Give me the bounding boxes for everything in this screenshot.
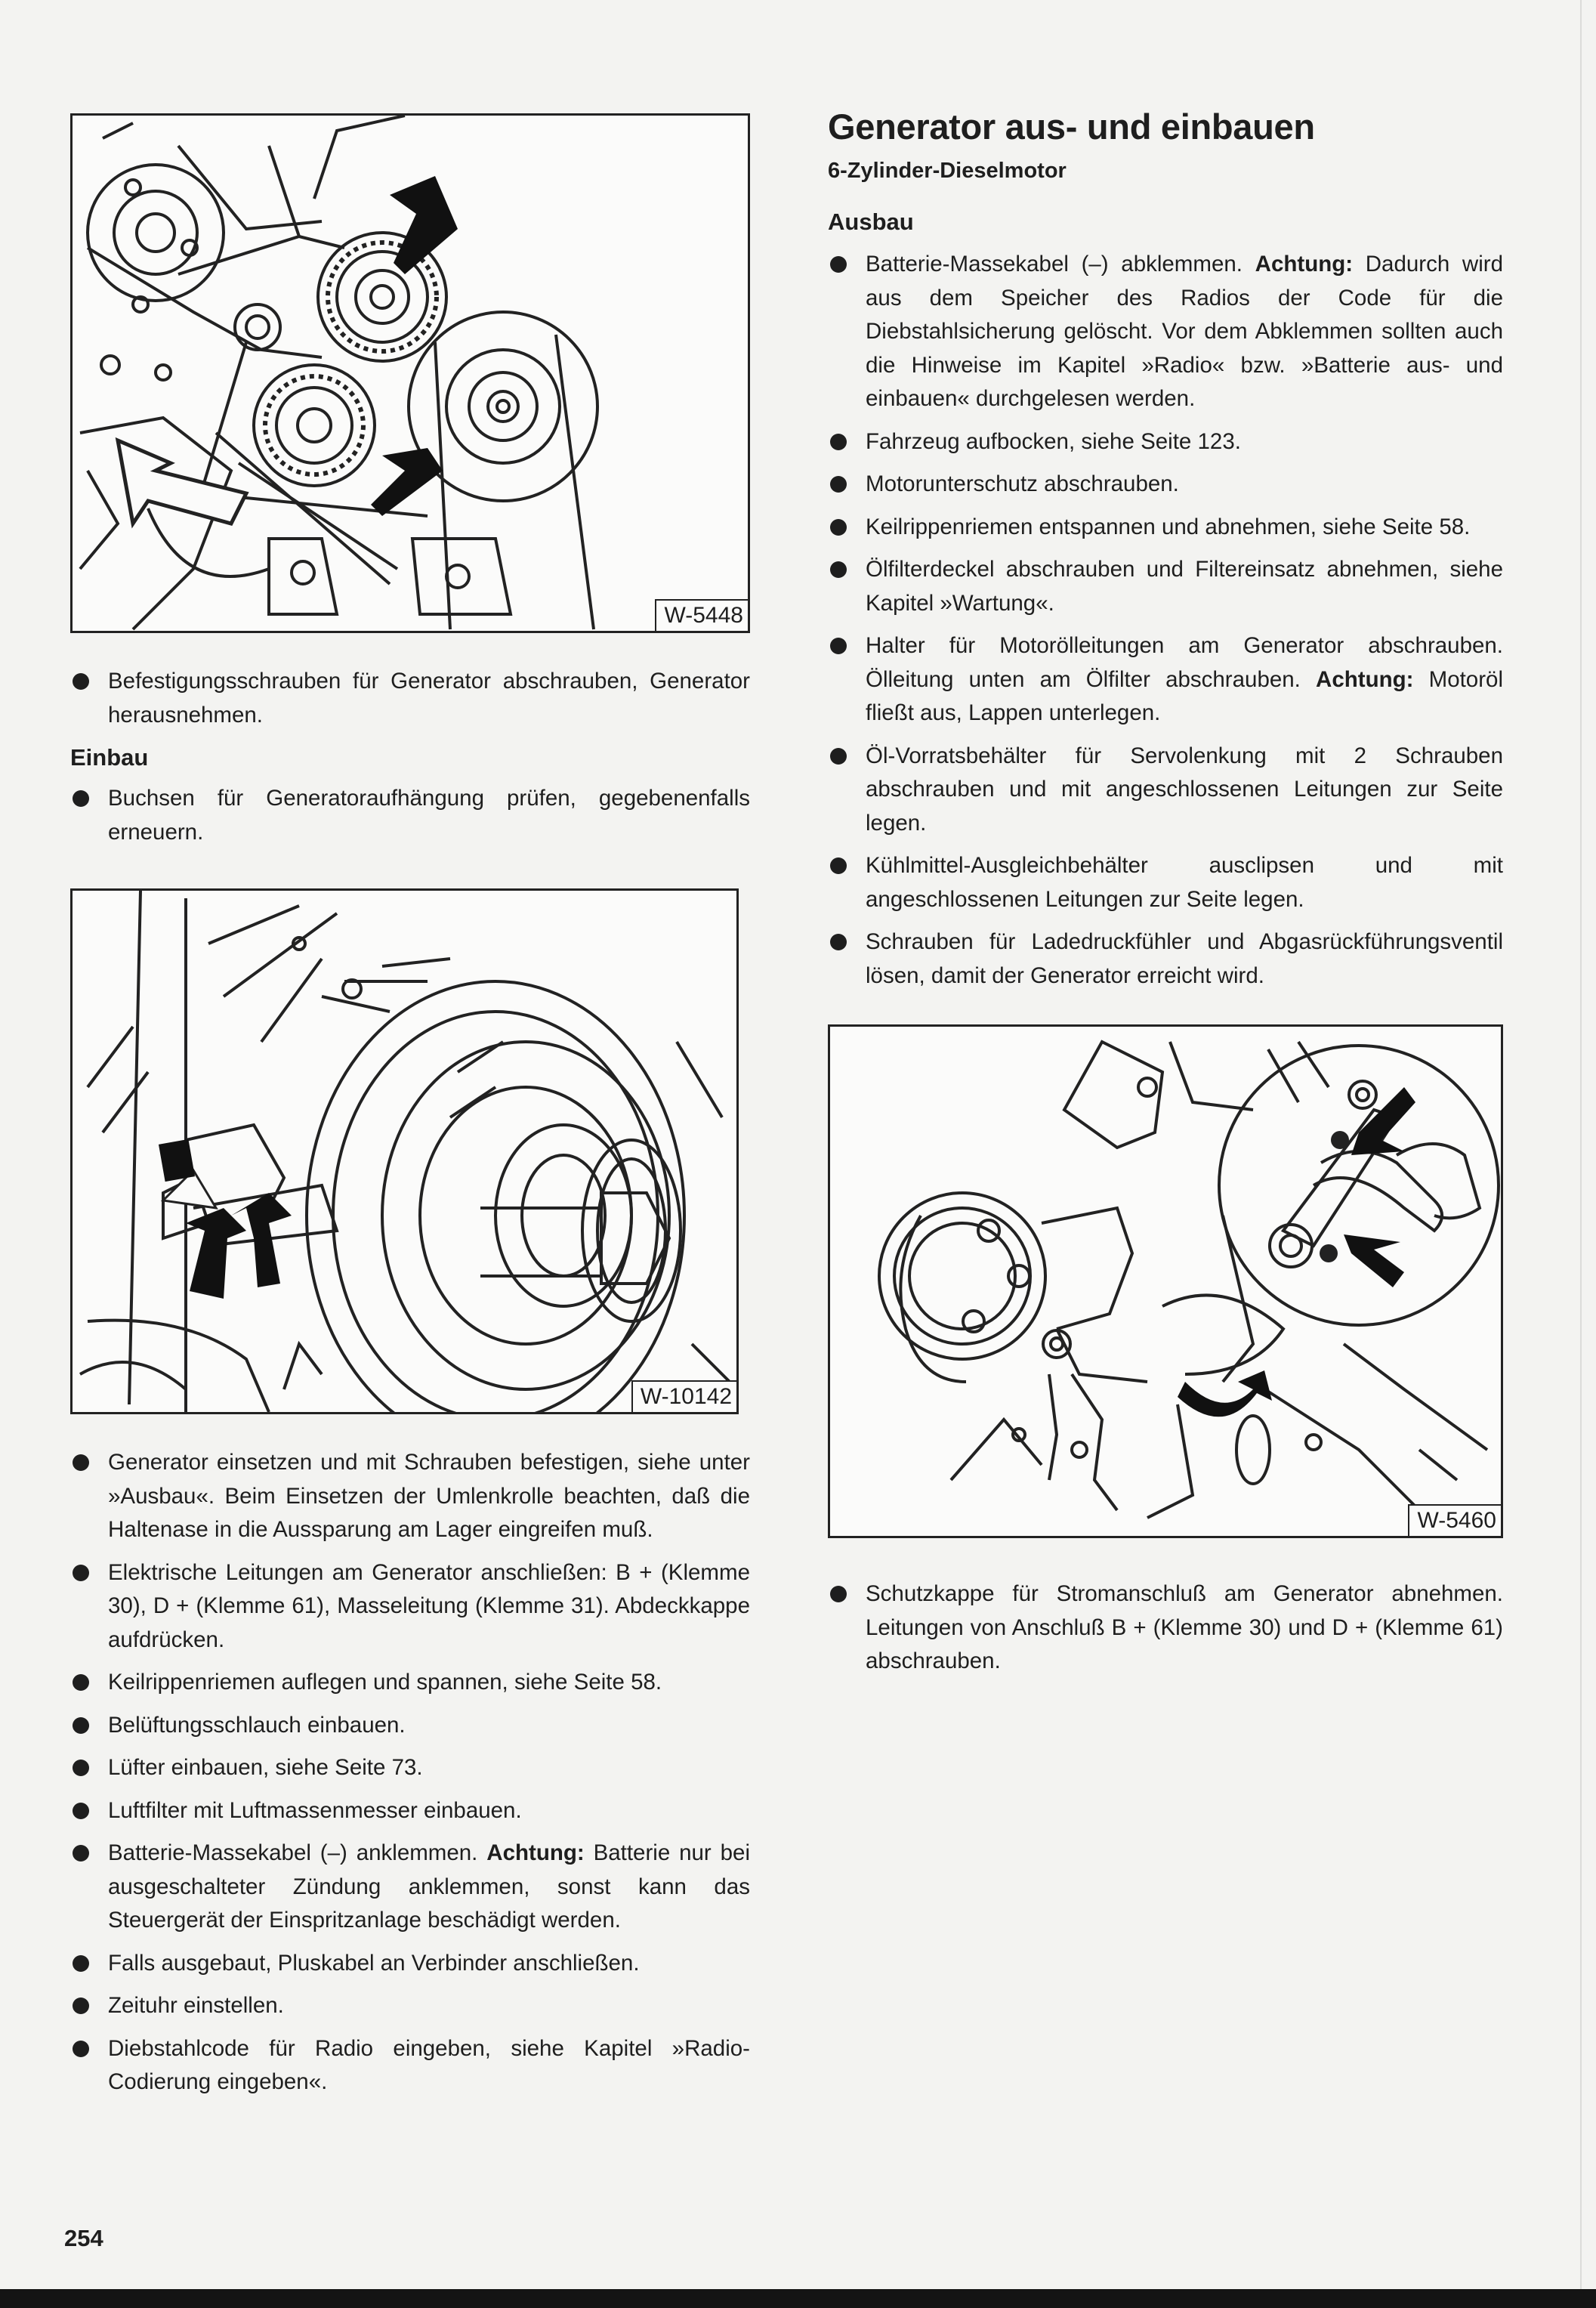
- list-item: Luftfilter mit Luftmassenmesser einbauen.: [70, 1794, 750, 1828]
- list-item: Lüfter einbauen, siehe Seite 73.: [70, 1751, 750, 1785]
- bullet-icon: [830, 476, 847, 493]
- bullet-icon: [73, 673, 89, 690]
- right-column: [828, 106, 1503, 1688]
- bullet-icon: [830, 256, 847, 273]
- section-heading-ausbau: Ausbau: [828, 209, 914, 235]
- list-item: Generator einsetzen und mit Schrauben befestigen, siehe unter »Ausbau«. Beim Einsetzen der Umlenkrolle beachten, daß die Haltenase in die Aussparung am Lager eingreifen muß.: [70, 1446, 750, 1547]
- page-subtitle: 6-Zylinder-Dieselmotor: [828, 159, 1067, 183]
- generator-bracket-illustration: [830, 1027, 1501, 1536]
- list-item: Falls ausgebaut, Pluskabel an Verbinder anschließen.: [70, 1947, 750, 1981]
- bullet-icon: [830, 561, 847, 578]
- bullet-icon: [73, 1565, 89, 1581]
- bullet-icon: [830, 434, 847, 450]
- list-item: Schrauben für Ladedruckfühler und Abgasrückführungsventil lösen, damit der Generator erreicht wird.: [828, 925, 1503, 993]
- list-item: Batterie-Massekabel (–) abklemmen. Achtung: Dadurch wird aus dem Speicher des Radios der Code für die Diebstahlsicherung gelöscht. Vor dem Abklemmen sollten auch die Hinweise im Kapitel »Radio« bzw. »Batterie aus- und einbauen« durchgelesen werden.: [828, 248, 1503, 416]
- bullet-icon: [73, 1454, 89, 1471]
- figure-generator-bracket: [828, 1024, 1503, 1538]
- list-item: Öl-Vorratsbehälter für Servolenkung mit 2 Schrauben abschrauben und mit angeschlossenen Leitungen zur Seite legen.: [828, 740, 1503, 841]
- bullet-icon: [73, 1803, 89, 1819]
- list-item: Buchsen für Generatoraufhängung prüfen, gegebenenfalls erneuern.: [70, 782, 750, 849]
- list-item: Batterie-Massekabel (–) anklemmen. Achtung: Batterie nur bei ausgeschalteter Zündung anklemmen, sonst kann das Steuergerät der Einspritzanlage beschädigt werden.: [70, 1837, 750, 1938]
- list-item: Befestigungsschrauben für Generator abschrauben, Generator herausnehmen.: [70, 665, 750, 732]
- list-item: Keilrippenriemen auflegen und spannen, siehe Seite 58.: [70, 1666, 750, 1700]
- section-heading-einbau: Einbau: [70, 744, 149, 771]
- figure-belt-tensioner: [70, 113, 750, 633]
- bullet-icon: [73, 1674, 89, 1691]
- page-number: 254: [64, 2225, 103, 2251]
- figure-code: W-10142: [631, 1380, 736, 1412]
- bullet-icon: [73, 1997, 89, 2014]
- figure-code: W-5448: [655, 599, 748, 631]
- list-item: Motorunterschutz abschrauben.: [828, 468, 1503, 502]
- bullet-icon: [830, 857, 847, 874]
- page-bottom-border: [0, 2289, 1596, 2308]
- figure-pulley: [70, 888, 739, 1414]
- bullet-icon: [830, 1586, 847, 1602]
- left-column: [70, 113, 750, 2109]
- bullet-icon: [73, 1717, 89, 1734]
- list-item: Ölfilterdeckel abschrauben und Filtereinsatz abnehmen, siehe Kapitel »Wartung«.: [828, 553, 1503, 620]
- bullet-icon: [73, 1760, 89, 1776]
- list-item: Fahrzeug aufbocken, siehe Seite 123.: [828, 425, 1503, 459]
- list-item: Keilrippenriemen entspannen und abnehmen, siehe Seite 58.: [828, 511, 1503, 545]
- list-item: Elektrische Leitungen am Generator anschließen: B + (Klemme 30), D + (Klemme 61), Masseleitung (Klemme 31). Abdeckkappe aufdrücken.: [70, 1556, 750, 1658]
- bullet-icon: [73, 790, 89, 807]
- bullet-icon: [830, 519, 847, 536]
- list-item: Belüftungsschlauch einbauen.: [70, 1709, 750, 1743]
- list-item: Kühlmittel-Ausgleichbehälter ausclipsen und mit angeschlossenen Leitungen zur Seite legen.: [828, 849, 1503, 916]
- figure-code: W-5460: [1408, 1504, 1501, 1536]
- list-item: Halter für Motorölleitungen am Generator abschrauben. Ölleitung unten am Ölfilter abschrauben. Achtung: Motoröl fließt aus, Lappen unterlegen.: [828, 629, 1503, 731]
- bullet-icon: [73, 1955, 89, 1972]
- page-edge-shadow: [1580, 0, 1582, 2308]
- bullet-icon: [830, 934, 847, 950]
- bullet-icon: [830, 638, 847, 654]
- list-item: Schutzkappe für Stromanschluß am Generator abnehmen. Leitungen von Anschluß B + (Klemme 30) und D + (Klemme 61) abschrauben.: [828, 1577, 1503, 1679]
- page-title: Generator aus- und einbauen: [828, 107, 1315, 147]
- list-item: Diebstahlcode für Radio eingeben, siehe Kapitel »Radio-Codierung eingeben«.: [70, 2032, 750, 2099]
- bullet-icon: [830, 748, 847, 765]
- belt-tensioner-illustration: [73, 116, 748, 631]
- list-item: Zeituhr einstellen.: [70, 1989, 750, 2023]
- bullet-icon: [73, 1845, 89, 1862]
- pulley-illustration: [73, 891, 736, 1412]
- bullet-icon: [73, 2041, 89, 2057]
